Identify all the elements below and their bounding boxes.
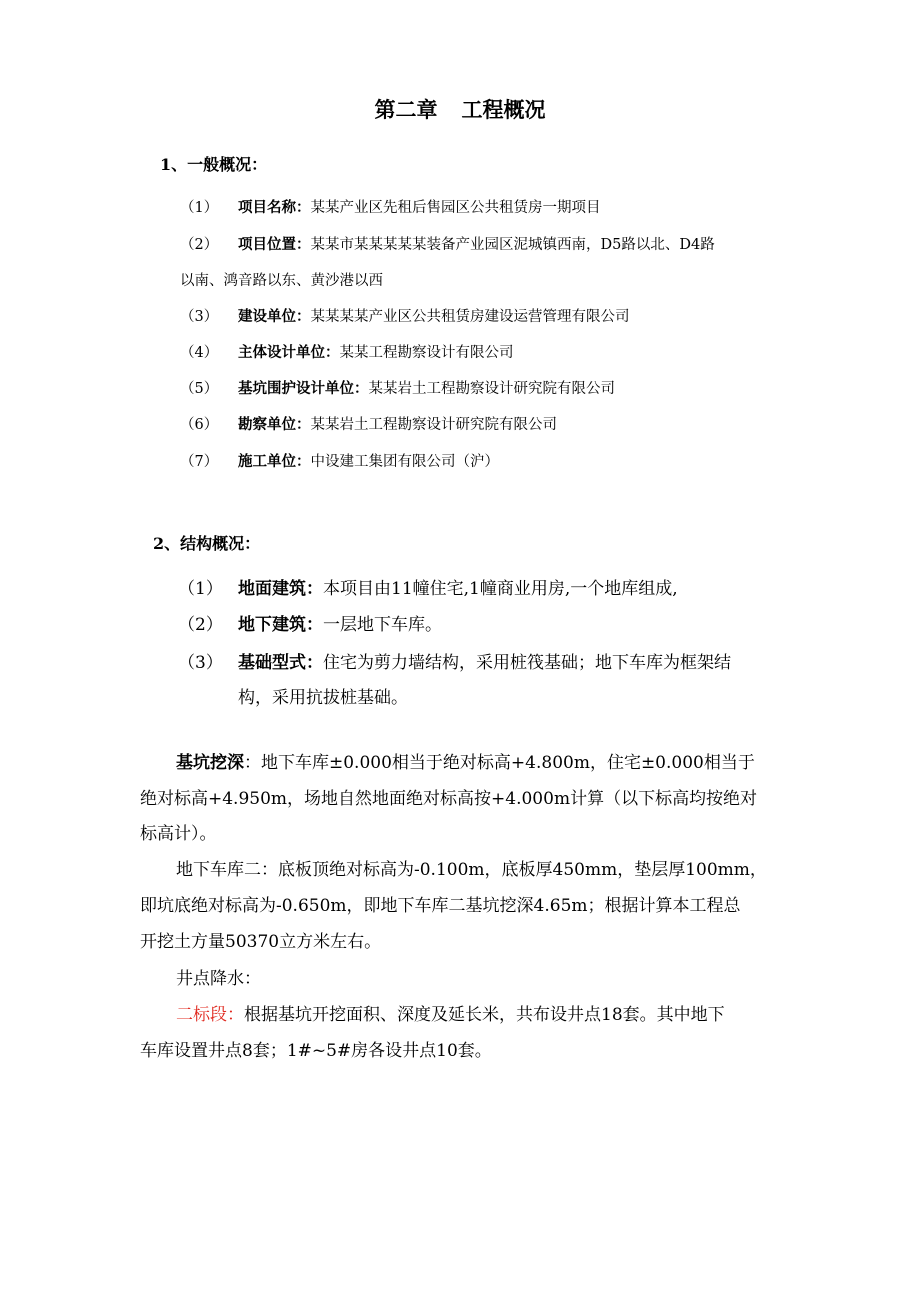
list-item: （2） 项目位置：某某市某某某某某装备产业园区泥城镇西南，D5路以北、D4路	[180, 236, 715, 253]
section-two-label: 二标段：	[176, 1005, 244, 1025]
list-item: （7） 施工单位：中设建工集团有限公司（沪）	[180, 453, 499, 470]
section1-heading: 1、一般概况：	[160, 155, 268, 174]
page-title	[0, 94, 920, 124]
list-item: （6） 勘察单位：某某岩土工程勘察设计研究院有限公司	[180, 416, 557, 433]
paragraph-line: 即坑底绝对标高为-0.650m，即地下车库二基坑挖深4.65m；根据计算本工程总	[140, 896, 741, 916]
dewatering-heading: 井点降水：	[176, 969, 261, 989]
list-item: （1） 项目名称：某某产业区先租后售园区公共租赁房一期项目	[180, 199, 601, 216]
paragraph-line: 开挖土方量50370立方米左右。	[140, 932, 382, 952]
chapter-number: 第二章	[374, 97, 438, 122]
list-item: （3） 基础型式：住宅为剪力墙结构，采用桩筏基础；地下车库为框架结	[178, 653, 731, 673]
paragraph-line: 车库设置井点8套；1#~5#房各设井点10套。	[140, 1041, 492, 1061]
list-item: （2） 地下建筑：一层地下车库。	[178, 615, 442, 635]
paragraph-line: 二标段：根据基坑开挖面积、深度及延长米，共布设井点18套。其中地下	[176, 1005, 725, 1025]
chapter-title: 工程概况	[461, 97, 546, 122]
paragraph-line: 绝对标高+4.950m，场地自然地面绝对标高按+4.000m计算（以下标高均按绝对	[140, 789, 758, 809]
list-item: （5） 基坑围护设计单位：某某岩土工程勘察设计研究院有限公司	[180, 380, 615, 397]
list-item: （3） 建设单位：某某某某产业区公共租赁房建设运营管理有限公司	[180, 308, 630, 325]
excavation-label: 基坑挖深	[176, 753, 244, 773]
list-item-continuation: 以南、鸿音路以东、黄沙港以西	[180, 273, 383, 289]
list-item: （4） 主体设计单位：某某工程勘察设计有限公司	[180, 344, 514, 361]
paragraph-line: 基坑挖深：地下车库±0.000相当于绝对标高+4.800m，住宅±0.000相当于	[176, 753, 755, 773]
paragraph-line: 地下车库二：底板顶绝对标高为-0.100m，底板厚450mm，垫层厚100mm，	[176, 860, 767, 880]
list-item: （1） 地面建筑：本项目由11幢住宅,1幢商业用房,一个地库组成,	[178, 579, 678, 599]
paragraph-line: 标高计）。	[140, 824, 217, 844]
section2-heading: 2、结构概况：	[153, 534, 261, 553]
list-item-continuation: 构，采用抗拔桩基础。	[238, 688, 408, 708]
